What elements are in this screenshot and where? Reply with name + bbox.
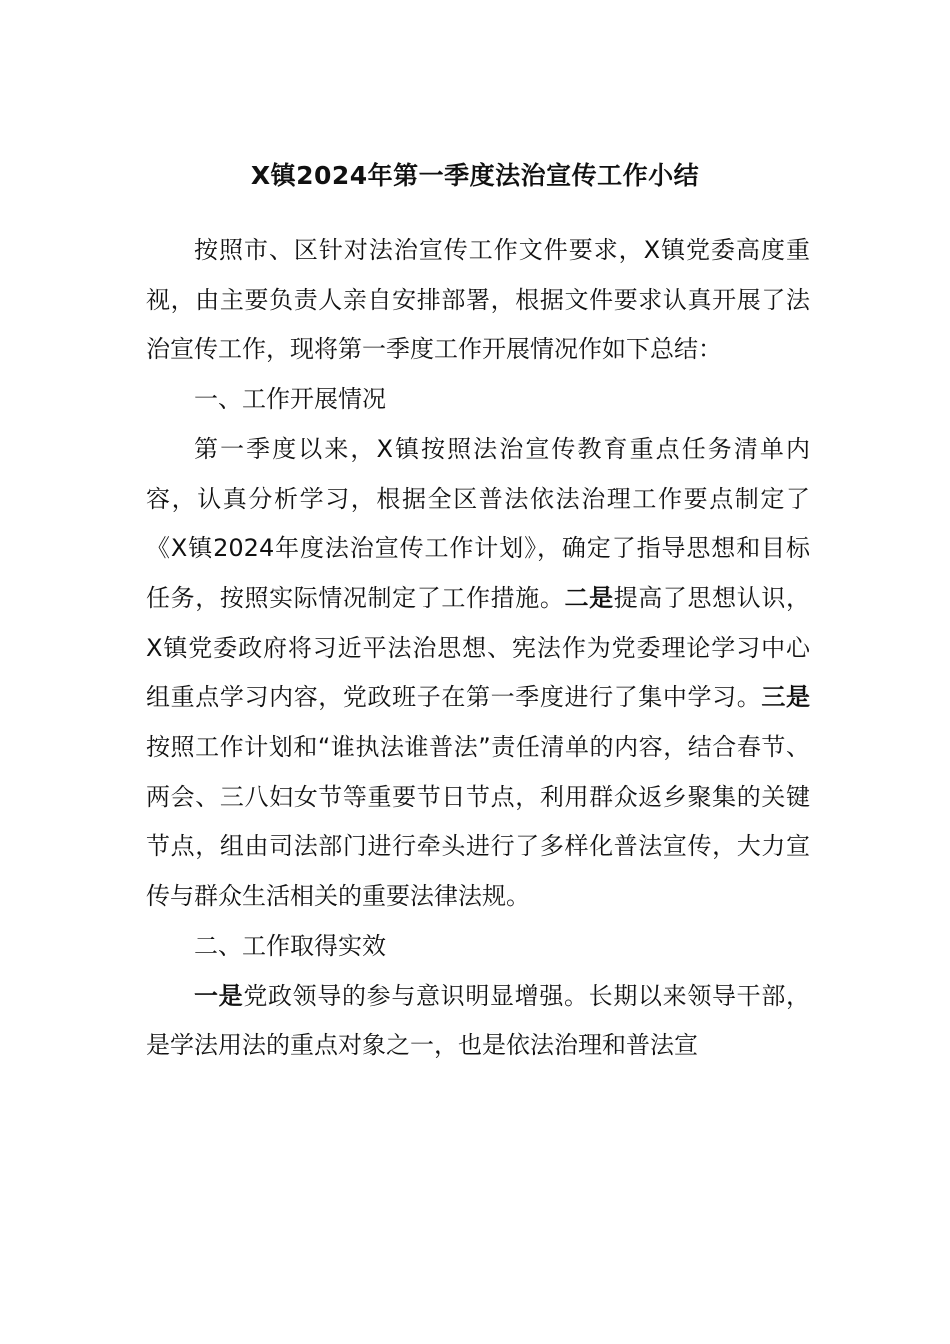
work-progress-part-1: 第一季度以来，X镇按照法治宣传教育重点任务清单内容，认真分析学习，根据全区普法依法治理工作要点制定了《X镇2024年度法治宣传工作计划》，确定了指导思想和目标任务，按照实际情况制定了工作措施。: [146, 434, 810, 612]
lead-label-first: 一是: [194, 981, 244, 1010]
work-progress-part-2: 提高了思想认识，X镇党委政府将习近平法治思想、宪法作为党委理论学习中心组重点学习内容，党政班子在第一季度进行了集中学习。: [146, 583, 811, 712]
work-progress-paragraph: [146, 425, 810, 922]
intro-paragraph: 按照市、区针对法治宣传工作文件要求，X镇党委高度重视，由主要负责人亲自安排部署，根据文件要求认真开展了法治宣传工作，现将第一季度工作开展情况作如下总结：: [146, 236, 810, 364]
lead-label-second: 二是: [564, 583, 614, 612]
section-heading-work-progress: 一、工作开展情况: [194, 385, 386, 414]
document-title: X镇2024年第一季度法治宣传工作小结: [250, 161, 700, 190]
results-paragraph: [146, 972, 810, 1071]
work-progress-part-3: 按照工作计划和“谁执法谁普法”责任清单的内容，结合春节、两会、三八妇女节等重要节日节点，利用群众返乡聚集的关键节点，组由司法部门进行牵头进行了多样化普法宣传，大力宣传与群众生活相关的重要法律法规。: [146, 733, 810, 911]
document-body: [146, 226, 810, 1071]
lead-label-third: 三是: [761, 683, 811, 712]
results-part-1: 党政领导的参与意识明显增强。长期以来领导干部，是学法用法的重点对象之一，也是依法治理和普法宣: [146, 981, 811, 1060]
section-heading-results: 二、工作取得实效: [194, 931, 386, 960]
